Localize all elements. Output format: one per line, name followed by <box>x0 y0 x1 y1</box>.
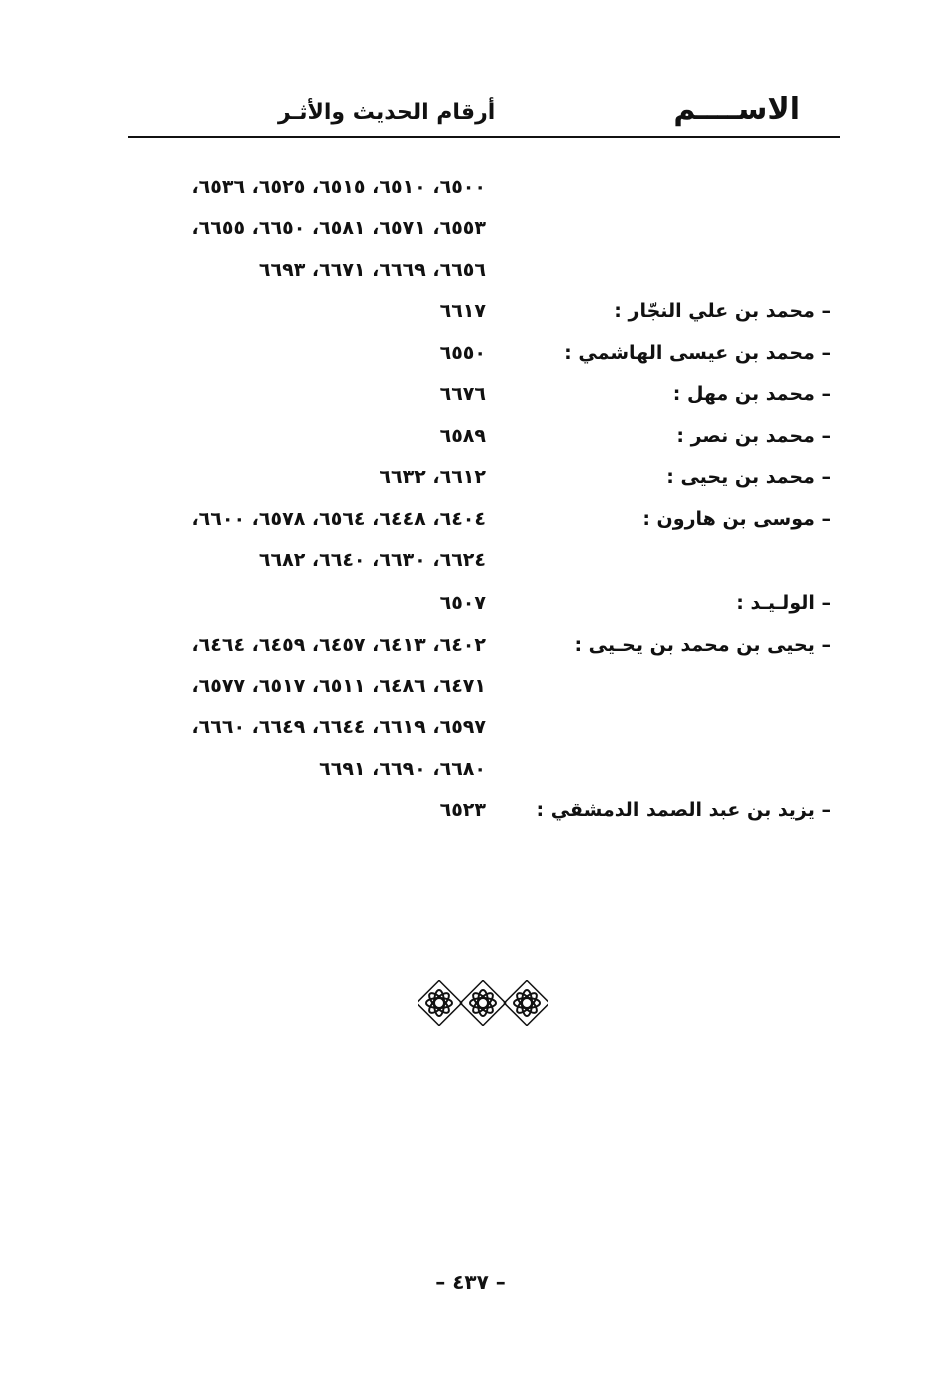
index-row <box>0 217 941 257</box>
hadith-numbers: ٦٥٥٠ <box>439 342 486 364</box>
hadith-numbers: ٦٥٠٠، ٦٥١٠، ٦٥١٥، ٦٥٢٥، ٦٥٣٦، <box>191 176 486 198</box>
index-row <box>0 675 941 715</box>
index-row <box>0 716 941 756</box>
hadith-numbers: ٦٤٠٤، ٦٤٤٨، ٦٥٦٤، ٦٥٧٨، ٦٦٠٠، <box>191 508 486 530</box>
page-number: – ٤٣٧ – <box>435 1270 506 1294</box>
narrator-name: – يزيد بن عبد الصمد الدمشقي : <box>536 799 831 821</box>
hadith-numbers: ٦٥٢٣ <box>439 799 486 821</box>
narrator-name: – محمد بن مهل : <box>672 383 831 405</box>
hadith-numbers: ٦٥٥٣، ٦٥٧١، ٦٥٨١، ٦٦٥٠، ٦٦٥٥، <box>191 217 486 239</box>
page-header <box>128 88 840 138</box>
hadith-numbers: ٦٦١٧ <box>439 300 486 322</box>
column-title-name: الاســــم <box>673 92 800 127</box>
narrator-name: – يحيى بن محمد بن يحـيى : <box>574 634 831 656</box>
flower-icon <box>504 980 548 1025</box>
hadith-numbers: ٦٥٠٧ <box>439 592 486 614</box>
index-row <box>0 259 941 299</box>
hadith-numbers: ٦٥٩٧، ٦٦١٩، ٦٦٤٤، ٦٦٤٩، ٦٦٦٠، <box>191 716 486 738</box>
hadith-numbers: ٦٦٥٦، ٦٦٦٩، ٦٦٧١، ٦٦٩٣ <box>258 259 486 281</box>
index-row <box>0 176 941 216</box>
index-row <box>0 342 941 382</box>
hadith-numbers: ٦٥٨٩ <box>439 425 486 447</box>
index-row <box>0 508 941 548</box>
flower-icon <box>460 980 505 1025</box>
index-row <box>0 758 941 798</box>
index-row <box>0 466 941 506</box>
hadith-numbers: ٦٤٧١، ٦٤٨٦، ٦٥١١، ٦٥١٧، ٦٥٧٧، <box>191 675 486 697</box>
hadith-numbers: ٦٦١٢، ٦٦٣٢ <box>379 466 486 488</box>
index-row <box>0 592 941 632</box>
index-row <box>0 549 941 589</box>
hadith-numbers: ٦٦٢٤، ٦٦٣٠، ٦٦٤٠، ٦٦٨٢ <box>258 549 486 571</box>
narrator-name: – محمد بن نصر : <box>676 425 831 447</box>
flower-ornament-icon <box>418 980 548 1026</box>
index-row <box>0 634 941 674</box>
index-row <box>0 300 941 340</box>
flower-icon <box>418 980 462 1025</box>
narrator-name: – الولـيـد : <box>736 592 831 614</box>
index-row <box>0 799 941 839</box>
narrator-name: – محمد بن علي النجّار : <box>614 300 831 322</box>
narrator-name: – محمد بن عيسى الهاشمي : <box>564 342 831 364</box>
index-row <box>0 383 941 423</box>
hadith-numbers: ٦٤٠٢، ٦٤١٣، ٦٤٥٧، ٦٤٥٩، ٦٤٦٤، <box>191 634 486 656</box>
column-title-numbers: أرقام الحديث والأثـر <box>278 100 496 125</box>
narrator-name: – موسى بن هارون : <box>642 508 831 530</box>
hadith-numbers: ٦٦٧٦ <box>439 383 486 405</box>
index-row <box>0 425 941 465</box>
hadith-numbers: ٦٦٨٠، ٦٦٩٠، ٦٦٩١ <box>319 758 486 780</box>
narrator-name: – محمد بن يحيى : <box>666 466 831 488</box>
